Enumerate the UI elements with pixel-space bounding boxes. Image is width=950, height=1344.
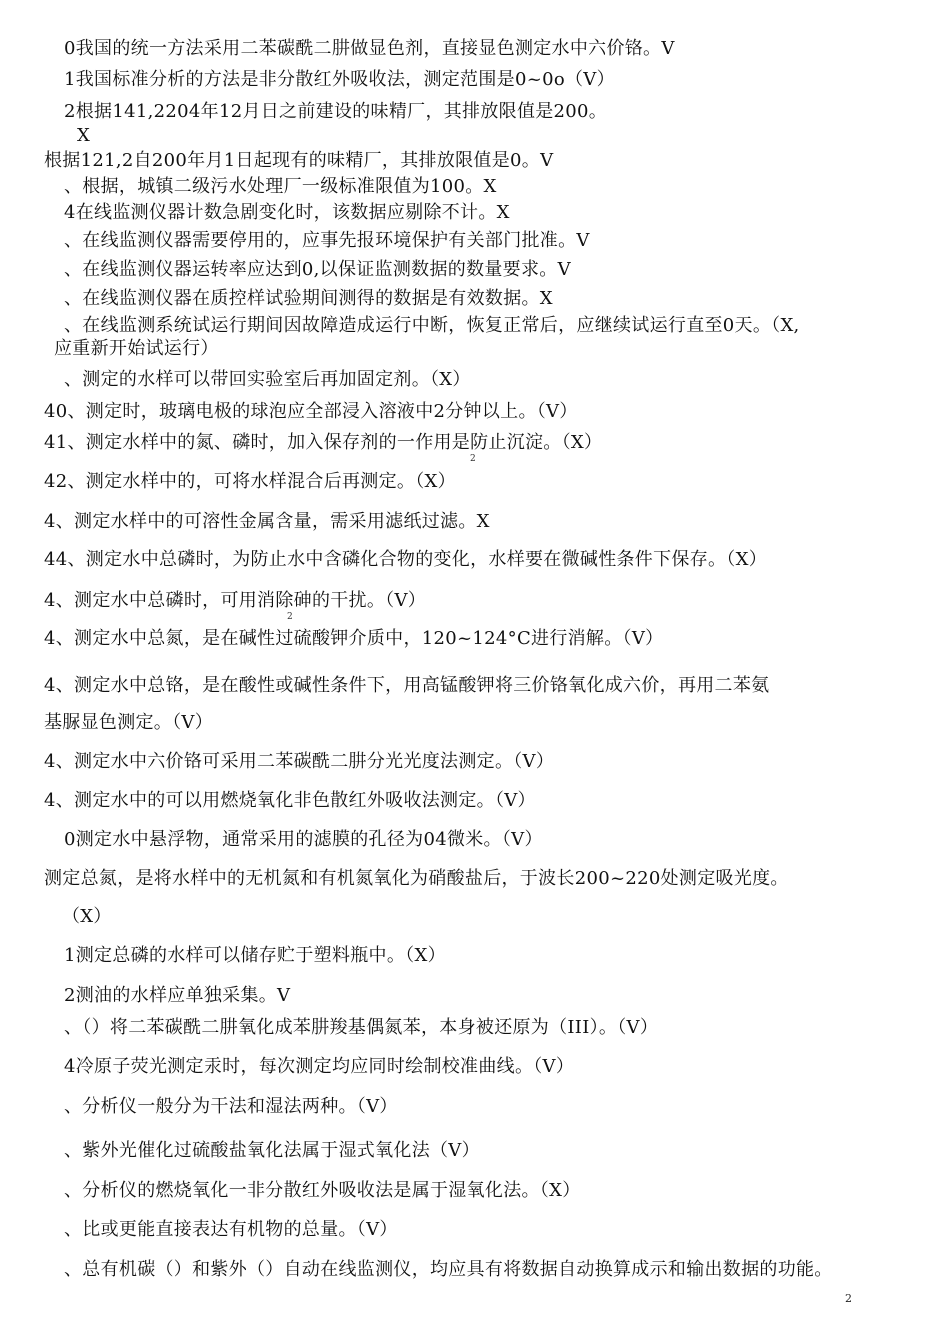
text-line: 4、测定水中总磷时，可用消除砷的干扰。（V）	[44, 590, 427, 611]
text-line: 1测定总磷的水样可以储存贮于塑料瓶中。（X）	[64, 945, 446, 966]
text-line: 、在线监测仪器在质控样试验期间测得的数据是有效数据。X	[64, 288, 553, 309]
text-line: 、在线监测仪器运转率应达到0,以保证监测数据的数量要求。V	[64, 259, 571, 280]
text-line: 、根据，城镇二级污水处理厂一级标准限值为100。X	[64, 176, 497, 197]
text-line: 4、测定水中六价铬可采用二苯碳酰二肼分光光度法测定。（V）	[44, 751, 555, 772]
text-line: 44、测定水中总磷时，为防止水中含磷化合物的变化，水样要在微碱性条件下保存。（X）	[44, 549, 768, 570]
text-line: 、（）将二苯碳酰二肼氧化成苯肼羧基偶氮苯，本身被还原为（III）。（V）	[64, 1017, 659, 1038]
text-line: 2测油的水样应单独采集。V	[64, 985, 291, 1006]
text-line: X	[77, 125, 91, 146]
text-line: 4、测定水中总氮，是在碱性过硫酸钾介质中，120~124°C进行消解。（V）	[44, 628, 664, 649]
text-line: 4、测定水中的可以用燃烧氧化非色散红外吸收法测定。（V）	[44, 790, 536, 811]
text-line: 根据121,2自200年月1日起现有的味精厂，其排放限值是0。V	[44, 150, 554, 171]
text-line: 基脲显色测定。（V）	[44, 712, 213, 733]
text-line: 、总有机碳（）和紫外（）自动在线监测仪，均应具有将数据自动换算成示和输出数据的功能。	[64, 1259, 833, 1280]
text-line: 4冷原子荧光测定汞时，每次测定均应同时绘制校准曲线。（V）	[64, 1056, 575, 1077]
subscript-mark: 2	[287, 612, 293, 622]
text-line: 、在线监测仪器需要停用的，应事先报环境保护有关部门批准。V	[64, 230, 590, 251]
text-line: 测定总氮，是将水样中的无机氮和有机氮氧化为硝酸盐后，于波长200~220处测定吸光度。	[44, 868, 789, 889]
text-line: 4、测定水样中的可溶性金属含量，需采用滤纸过滤。X	[44, 511, 490, 532]
text-line: 2根据141,2204年12月日之前建设的味精厂，其排放限值是200。	[64, 101, 608, 122]
text-line: 、分析仪的燃烧氧化一非分散红外吸收法是属于湿氧化法。（X）	[64, 1180, 581, 1201]
text-line: 4在线监测仪器计数急剧变化时，该数据应剔除不计。X	[64, 202, 510, 223]
subscript-mark: 2	[470, 454, 476, 464]
text-line: 、比或更能直接表达有机物的总量。（V）	[64, 1219, 398, 1240]
text-line: 、紫外光催化过硫酸盐氧化法属于湿式氧化法（V）	[64, 1140, 480, 1161]
text-line: 1我国标准分析的方法是非分散红外吸收法，测定范围是0~0o（V）	[64, 69, 615, 90]
text-line: 4、测定水中总铬，是在酸性或碱性条件下，用高锰酸钾将三价铬氧化成六价，再用二苯氨	[44, 675, 770, 696]
text-line: 应重新开始试运行）	[54, 338, 219, 359]
text-line: 0我国的统一方法采用二苯碳酰二肼做显色剂，直接显色测定水中六价铬。V	[64, 38, 675, 59]
text-line: 0测定水中悬浮物，通常采用的滤膜的孔径为04微米。（V）	[64, 829, 543, 850]
text-line: 、测定的水样可以带回实验室后再加固定剂。（X）	[64, 369, 471, 390]
page-number: 2	[845, 1292, 852, 1305]
text-line: 40、测定时，玻璃电极的球泡应全部浸入溶液中2分钟以上。（V）	[44, 401, 578, 422]
text-line: （X）	[62, 906, 112, 927]
text-line: 、分析仪一般分为干法和湿法两种。（V）	[64, 1096, 398, 1117]
text-line: 42、测定水样中的，可将水样混合后再测定。（X）	[44, 471, 456, 492]
text-line: 41、测定水样中的氮、磷时，加入保存剂的一作用是防止沉淀。（X）	[44, 432, 603, 453]
text-line: 、在线监测系统试运行期间因故障造成运行中断，恢复正常后，应继续试运行直至0天。（X,	[64, 315, 800, 336]
